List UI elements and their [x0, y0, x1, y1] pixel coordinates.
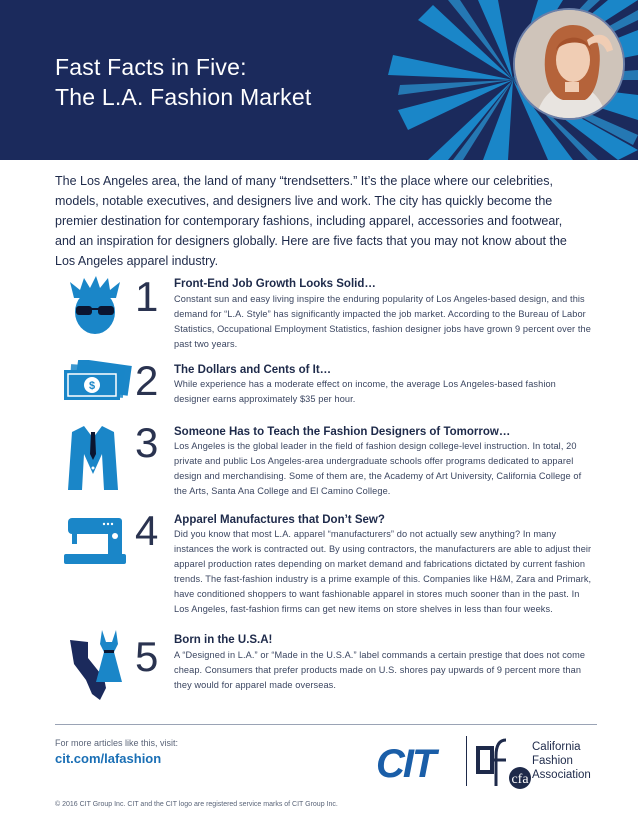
cfa-logo-mark	[476, 738, 532, 790]
money-icon	[62, 360, 134, 404]
intro-paragraph: The Los Angeles area, the land of many “trendsetters.” It’s the place where our celebrities, models, notable executives, and designers live and work. The city has quickly become the premier destination for contemporary fashions, including apparel, accessories and footwear, and an inspiration for designers globally. Here are five facts that you may not know about the Los Angeles apparel industry.	[55, 174, 567, 268]
fact-body: A “Designed in L.A.” or “Made in the U.S.A.” label commands a certain prestige that does not come cheap. Consumers that prefer products made on U.S. shores pay upwards of 9 percent more than they would for apparel made overseas.	[174, 650, 586, 690]
fact-body: Did you know that most L.A. apparel “manufacturers” do not actually sew anything? In many instances the work is contracted out. By using contractors, the manufacturers are able to adjust their apparel production rates depending on market demand and fabrications dictated by current fashion trends. The fast-fashion industry is a prime example of this. Companies like H&M, Zara and Primark, have conditioned shoppers to want fashionable apparel in stores much sooner than in the past. In Los Angeles, fast-fashion firms can get new items on store shelves in less than four weeks.	[174, 529, 592, 614]
copyright-notice: © 2016 CIT Group Inc. CIT and the CIT logo are registered service marks of CIT Group Inc.	[55, 801, 338, 808]
cfa-line-2: Fashion	[532, 755, 573, 767]
fact-number: 5	[135, 633, 159, 680]
fact-title: Apparel Manufactures that Don’t Sew?	[174, 514, 385, 526]
cfa-logo-text	[532, 740, 591, 782]
model-portrait-illustration	[515, 10, 625, 120]
title-line-2: The L.A. Fashion Market	[55, 84, 312, 110]
fact-body: While experience has a moderate effect on income, the average Los Angeles-based fashion designer earns approximately $35 per hour.	[174, 379, 556, 404]
fact-body: Los Angeles is the global leader in the field of fashion design college-level instruction. In total, 20 private and public Los Angeles-area undergraduate schools offer programs dedicated to apparel design and merchandising. Some of them are, the Academy of Art University, California College of the Arts, Santa Ana College and El Camino College.	[174, 441, 582, 496]
page-title	[55, 52, 311, 112]
california-dress-icon	[66, 630, 128, 702]
sewing-machine-icon	[64, 516, 126, 566]
logo-divider	[466, 736, 467, 786]
fact-title: Born in the U.S.A!	[174, 634, 273, 646]
suit-jacket-icon	[68, 424, 118, 492]
fact-number: 4	[135, 507, 159, 554]
cit-fashion-link[interactable]: cit.com/lafashion	[55, 751, 162, 766]
header-banner	[0, 0, 638, 160]
cfa-line-3: Association	[532, 769, 591, 781]
fact-title: The Dollars and Cents of It…	[174, 364, 332, 376]
fact-body: Constant sun and easy living inspire the enduring popularity of Los Angeles-based design, and this demand for “L.A. Style” has significantly impacted the job market. According to the Bureau of Labor Statistics, Occupational Employment Statistics, fashion designer jobs have grown 9 percent over the past two years.	[174, 294, 591, 349]
fact-title: Front-End Job Growth Looks Solid…	[174, 278, 376, 290]
model-portrait	[513, 8, 625, 120]
cfa-mark-text: cfa	[511, 772, 529, 787]
cfa-line-1: California	[532, 741, 581, 753]
more-articles-label: For more articles like this, visit:	[55, 738, 179, 748]
fact-number: 1	[135, 273, 159, 320]
fact-title: Someone Has to Teach the Fashion Designers of Tomorrow…	[174, 426, 511, 438]
cit-logo: CIT	[376, 742, 435, 786]
svg-text:$: $	[88, 380, 96, 392]
sunglasses-person-icon	[66, 276, 124, 338]
fact-number: 2	[135, 357, 159, 404]
footer-divider	[55, 724, 597, 725]
title-line-1: Fast Facts in Five:	[55, 54, 247, 80]
fact-number: 3	[135, 419, 159, 466]
